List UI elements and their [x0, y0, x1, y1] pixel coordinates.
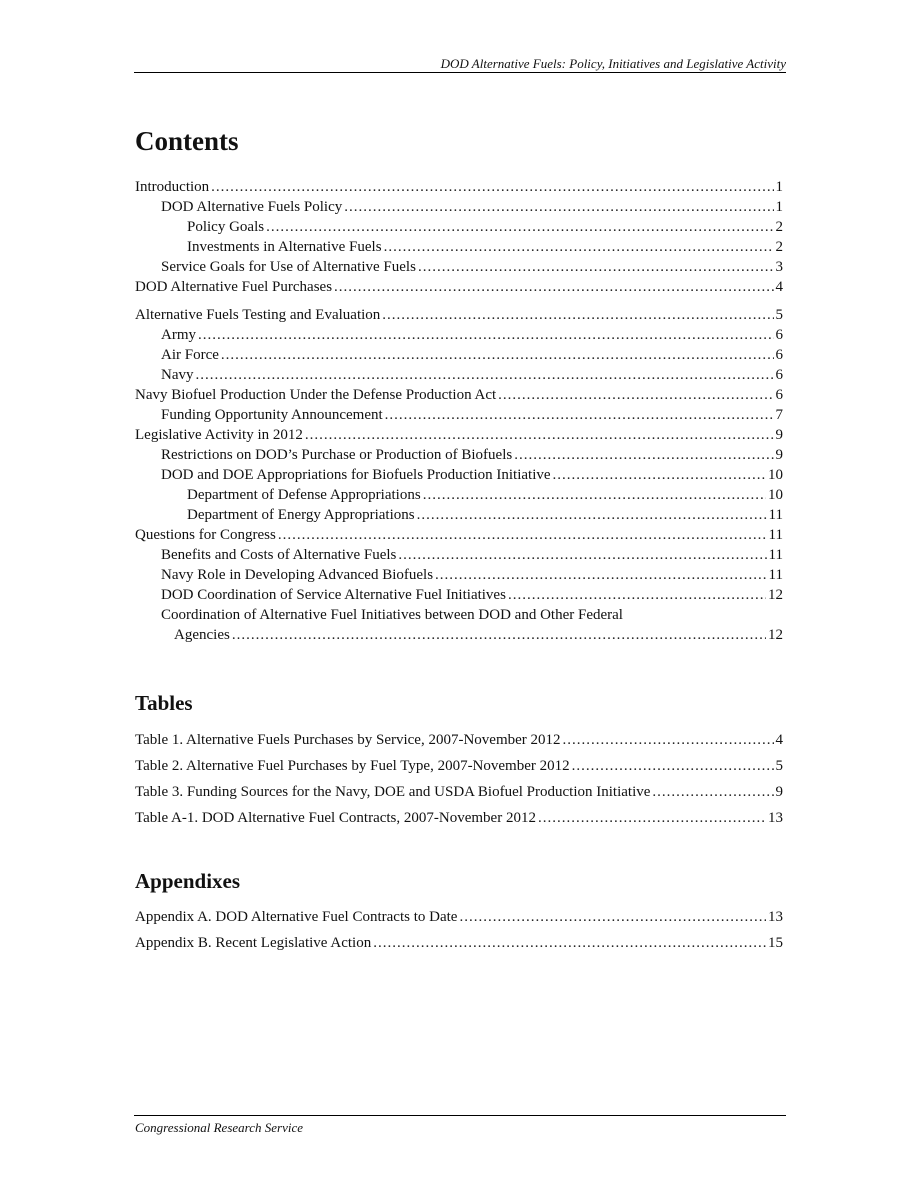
toc-entry-wrapped-line1[interactable]: Coordination of Alternative Fuel Initiatives between DOD and Other Federal [161, 607, 623, 623]
running-header: DOD Alternative Fuels: Policy, Initiatives and Legislative Activity [440, 56, 786, 71]
appendixes-list [135, 907, 783, 959]
contents-title: Contents [135, 126, 239, 156]
toc-entry[interactable]: Navy ..... 6 [135, 365, 783, 385]
toc-entry[interactable]: DOD Alternative Fuel Purchases ..... 4 [135, 277, 783, 297]
toc-entry[interactable]: Navy Role in Developing Advanced Biofuels ..... 11 [135, 565, 783, 585]
toc-entry[interactable]: DOD and DOE Appropriations for Biofuels Production Initiative ..... 10 [135, 465, 783, 485]
tables-list [135, 730, 783, 834]
toc-entry[interactable]: Agencies ..... 12 [135, 625, 783, 645]
toc-entry[interactable]: Alternative Fuels Testing and Evaluation ..... 5 [135, 305, 783, 325]
toc-entry[interactable]: Table 1. Alternative Fuels Purchases by Service, 2007-November 2012 ..... 4 [135, 730, 783, 756]
toc-entry[interactable]: Table 2. Alternative Fuel Purchases by Fuel Type, 2007-November 2012 ..... 5 [135, 756, 783, 782]
toc-entry[interactable]: Benefits and Costs of Alternative Fuels ..... 11 [135, 545, 783, 565]
running-footer: Congressional Research Service [135, 1120, 303, 1135]
toc-entry[interactable]: Policy Goals ..... 2 [135, 217, 783, 237]
toc-entry[interactable]: Funding Opportunity Announcement ..... 7 [135, 405, 783, 425]
header-rule [134, 72, 786, 73]
footer-rule [134, 1115, 786, 1116]
toc-entry[interactable]: Table 3. Funding Sources for the Navy, DOE and USDA Biofuel Production Initiative ..... 9 [135, 782, 783, 808]
toc-entry[interactable]: Department of Defense Appropriations ..... 10 [135, 485, 783, 505]
toc-entry[interactable]: Department of Energy Appropriations ..... 11 [135, 505, 783, 525]
toc-entry[interactable]: Investments in Alternative Fuels ..... 2 [135, 237, 783, 257]
toc-entry[interactable]: Army ..... 6 [135, 325, 783, 345]
toc-entry[interactable]: Introduction ..... 1 [135, 177, 783, 197]
toc-entry[interactable]: Appendix A. DOD Alternative Fuel Contracts to Date ..... 13 [135, 907, 783, 933]
tables-title: Tables [135, 691, 193, 715]
toc-entry[interactable]: Restrictions on DOD’s Purchase or Production of Biofuels ..... 9 [135, 445, 783, 465]
toc-entry[interactable]: Air Force ..... 6 [135, 345, 783, 365]
contents-list [135, 177, 783, 645]
toc-entry[interactable]: DOD Coordination of Service Alternative Fuel Initiatives ..... 12 [135, 585, 783, 605]
toc-entry[interactable]: Questions for Congress ..... 11 [135, 525, 783, 545]
toc-entry[interactable]: Table A-1. DOD Alternative Fuel Contracts, 2007-November 2012 ..... 13 [135, 808, 783, 834]
toc-entry[interactable]: Appendix B. Recent Legislative Action ..... 15 [135, 933, 783, 959]
toc-entry[interactable]: DOD Alternative Fuels Policy ..... 1 [135, 197, 783, 217]
toc-entry[interactable]: Legislative Activity in 2012 ..... 9 [135, 425, 783, 445]
toc-entry[interactable]: Navy Biofuel Production Under the Defense Production Act ..... 6 [135, 385, 783, 405]
appendixes-title: Appendixes [135, 869, 241, 893]
toc-entry[interactable]: Service Goals for Use of Alternative Fuels ..... 3 [135, 257, 783, 277]
